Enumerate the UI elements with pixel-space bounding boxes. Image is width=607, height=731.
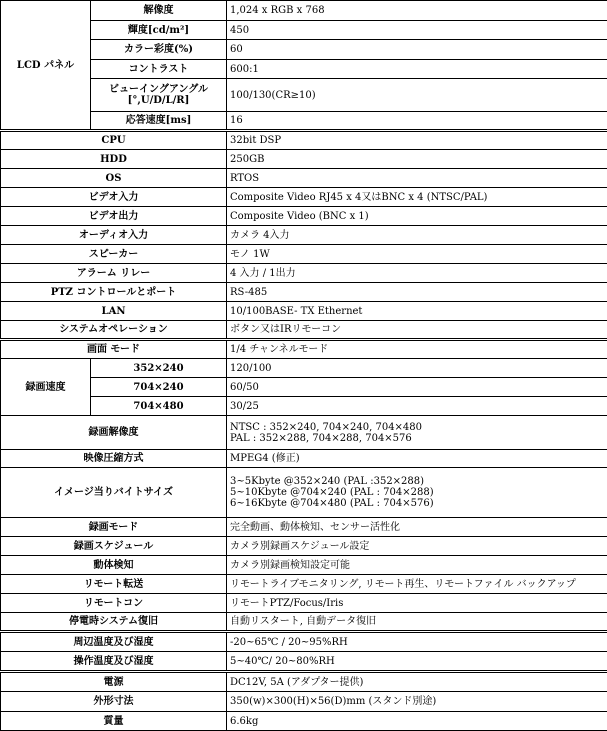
spec-row-remote-control xyxy=(1,594,607,613)
bytes-per-image-line-3: 6~16Kbyte @704×480 (PAL : 704×576) xyxy=(230,498,604,509)
value-cpu: 32bit DSP xyxy=(227,131,607,150)
label-system-operation: システムオペレーション xyxy=(1,321,227,340)
spec-row-response-time xyxy=(1,112,607,131)
spec-row-screen-mode xyxy=(1,340,607,359)
label-speed-704x240: 704×240 xyxy=(91,378,227,397)
spec-row-speaker xyxy=(1,245,607,264)
label-speed-352x240: 352×240 xyxy=(91,359,227,378)
spec-row-color-saturation xyxy=(1,40,607,60)
label-viewing-angle-line-2: [°,U/D/L/R] xyxy=(94,95,223,106)
value-ptz-control: RS-485 xyxy=(227,283,607,302)
spec-row-motion-detection xyxy=(1,556,607,575)
value-remote-control: リモートPTZ/Focus/Iris xyxy=(227,594,607,613)
bytes-per-image-line-2: 5~10Kbyte @704×240 (PAL : 704×288) xyxy=(230,487,604,498)
label-motion-detection: 動体検知 xyxy=(1,556,227,575)
label-response-time: 応答速度[ms] xyxy=(91,112,227,131)
label-compression: 映像圧縮方式 xyxy=(1,450,227,468)
value-dimensions: 350(w)×300(H)×56(D)mm (スタンド別途) xyxy=(227,692,607,712)
category-lcd-panel: LCD パネル xyxy=(1,1,91,131)
label-dimensions: 外形寸法 xyxy=(1,692,227,712)
label-os: OS xyxy=(1,169,227,188)
bytes-per-image-line-1: 3~5Kbyte @352×240 (PAL :352×288) xyxy=(230,476,604,487)
value-resolution: 1,024 x RGB x 768 xyxy=(227,1,607,21)
value-recording-resolution xyxy=(227,416,607,450)
label-viewing-angle xyxy=(91,79,227,112)
value-response-time: 16 xyxy=(227,112,607,131)
spec-row-operating-temp xyxy=(1,652,607,672)
spec-row-contrast xyxy=(1,60,607,79)
label-speed-704x480: 704×480 xyxy=(91,397,227,416)
spec-row-bytes-per-image xyxy=(1,468,607,518)
spec-row-os xyxy=(1,169,607,188)
value-motion-detection: カメラ別録画検知設定可能 xyxy=(227,556,607,575)
value-os: RTOS xyxy=(227,169,607,188)
label-video-output: ビデオ出力 xyxy=(1,207,227,226)
value-contrast: 600:1 xyxy=(227,60,607,79)
spec-row-system-operation xyxy=(1,321,607,340)
label-lan: LAN xyxy=(1,302,227,321)
spec-row-power xyxy=(1,672,607,692)
value-operating-temp: 5~40℃/ 20~80%RH xyxy=(227,652,607,672)
value-remote-transfer: リモートライブモニタリング, リモート再生、リモートファイル バックアップ xyxy=(227,575,607,594)
label-resolution: 解像度 xyxy=(91,1,227,21)
label-remote-transfer: リモート転送 xyxy=(1,575,227,594)
label-screen-mode: 画面 モード xyxy=(1,340,227,359)
value-speaker: モノ 1W xyxy=(227,245,607,264)
spec-row-speed-704x240 xyxy=(1,378,607,397)
spec-row-resolution xyxy=(1,1,607,21)
spec-row-speed-352x240 xyxy=(1,359,607,378)
value-audio-input: カメラ 4入力 xyxy=(227,226,607,245)
spec-row-recording-schedule xyxy=(1,537,607,556)
label-cpu: CPU xyxy=(1,131,227,150)
recording-resolution-ntsc: NTSC : 352×240, 704×240, 704×480 xyxy=(230,422,604,433)
value-system-operation: ボタン又はIRリモーコン xyxy=(227,321,607,340)
spec-row-cpu xyxy=(1,131,607,150)
recording-resolution-pal: PAL : 352×288, 704×288, 704×576 xyxy=(230,433,604,444)
label-weight: 質量 xyxy=(1,712,227,731)
spec-row-speed-704x480 xyxy=(1,397,607,416)
spec-row-dimensions xyxy=(1,692,607,712)
value-screen-mode: 1/4 チャンネルモード xyxy=(227,340,607,359)
value-speed-704x480: 30/25 xyxy=(227,397,607,416)
label-audio-input: オーディオ入力 xyxy=(1,226,227,245)
value-power-recovery: 自動リスタート, 自動データ復旧 xyxy=(227,613,607,632)
label-power: 電源 xyxy=(1,672,227,692)
spec-row-recording-mode xyxy=(1,518,607,537)
value-recording-mode: 完全動画、動体検知、センサー活性化 xyxy=(227,518,607,537)
label-speaker: スピーカー xyxy=(1,245,227,264)
value-alarm-relay: 4 入力 / 1出力 xyxy=(227,264,607,283)
spec-row-video-input xyxy=(1,188,607,207)
value-power: DC12V, 5A (アダプター提供) xyxy=(227,672,607,692)
spec-row-hdd xyxy=(1,150,607,169)
spec-row-viewing-angle xyxy=(1,79,607,112)
spec-row-alarm-relay xyxy=(1,264,607,283)
spec-row-video-output xyxy=(1,207,607,226)
value-lan: 10/100BASE- TX Ethernet xyxy=(227,302,607,321)
label-hdd: HDD xyxy=(1,150,227,169)
label-power-recovery: 停電時システム復旧 xyxy=(1,613,227,632)
spec-row-compression xyxy=(1,450,607,468)
value-viewing-angle: 100/130(CR≥10) xyxy=(227,79,607,112)
label-brightness: 輝度[cd/m²] xyxy=(91,21,227,40)
spec-row-audio-input xyxy=(1,226,607,245)
value-brightness: 450 xyxy=(227,21,607,40)
category-recording-speed: 録画速度 xyxy=(1,359,91,416)
value-ambient-temp: -20~65℃ / 20~95%RH xyxy=(227,632,607,652)
spec-row-recording-resolution xyxy=(1,416,607,450)
value-speed-352x240: 120/100 xyxy=(227,359,607,378)
spec-row-lan xyxy=(1,302,607,321)
label-recording-schedule: 録画スケジュール xyxy=(1,537,227,556)
label-color-saturation: カラー彩度(%) xyxy=(91,40,227,60)
spec-row-brightness xyxy=(1,21,607,40)
value-video-input: Composite Video RJ45 x 4又はBNC x 4 (NTSC/PAL) xyxy=(227,188,607,207)
spec-row-power-recovery xyxy=(1,613,607,632)
value-video-output: Composite Video (BNC x 1) xyxy=(227,207,607,226)
value-hdd: 250GB xyxy=(227,150,607,169)
spec-row-ambient-temp xyxy=(1,632,607,652)
value-compression: MPEG4 (修正) xyxy=(227,450,607,468)
value-weight: 6.6kg xyxy=(227,712,607,731)
label-video-input: ビデオ入力 xyxy=(1,188,227,207)
label-ambient-temp: 周辺温度及び湿度 xyxy=(1,632,227,652)
label-operating-temp: 操作温度及び湿度 xyxy=(1,652,227,672)
label-remote-control: リモートコン xyxy=(1,594,227,613)
value-bytes-per-image xyxy=(227,468,607,518)
label-contrast: コントラスト xyxy=(91,60,227,79)
label-recording-resolution: 録画解像度 xyxy=(1,416,227,450)
label-ptz-control: PTZ コントロールとポート xyxy=(1,283,227,302)
label-viewing-angle-line-1: ビューイングアングル xyxy=(94,84,223,95)
label-bytes-per-image: イメージ当りバイトサイズ xyxy=(1,468,227,518)
spec-row-ptz-control xyxy=(1,283,607,302)
value-color-saturation: 60 xyxy=(227,40,607,60)
value-recording-schedule: カメラ別録画スケジュール設定 xyxy=(227,537,607,556)
spec-row-remote-transfer xyxy=(1,575,607,594)
label-recording-mode: 録画モード xyxy=(1,518,227,537)
value-speed-704x240: 60/50 xyxy=(227,378,607,397)
spec-row-weight xyxy=(1,712,607,731)
label-alarm-relay: アラーム リレー xyxy=(1,264,227,283)
